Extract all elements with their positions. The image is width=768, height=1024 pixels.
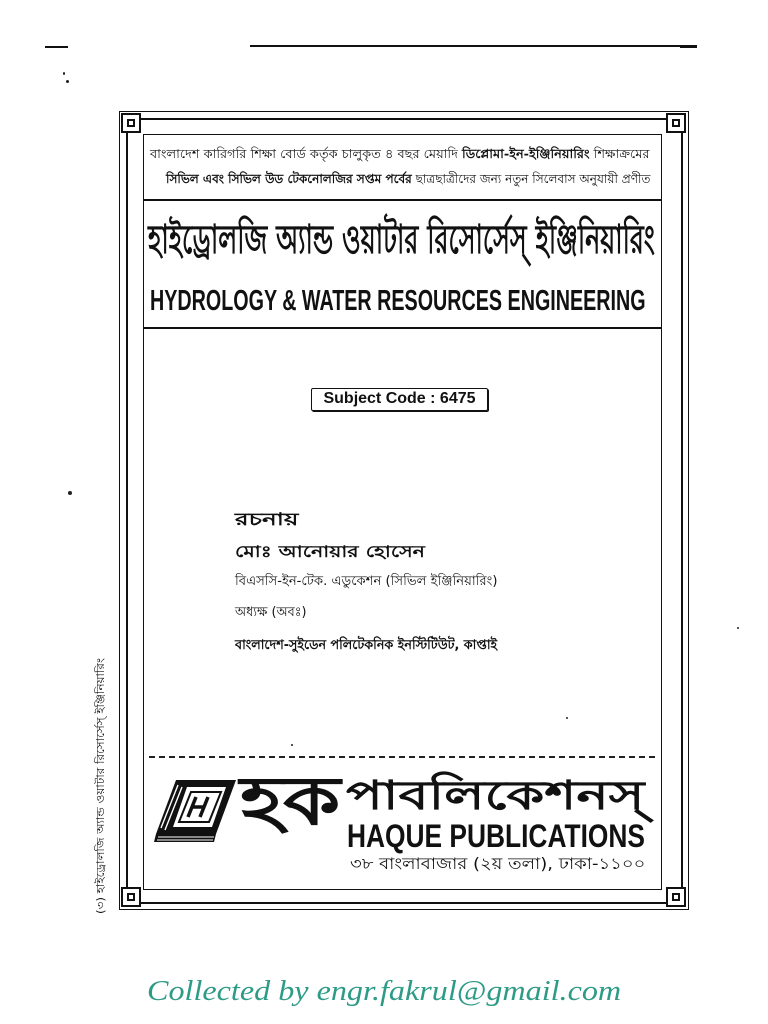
title-english — [150, 286, 646, 316]
author-name-text: মোঃ আনোয়ার হোসেন — [235, 542, 425, 561]
header-line-1-part-bold: ডিপ্লোমা-ইন-ইঞ্জিনিয়ারিং — [462, 146, 590, 161]
publisher-name-english — [347, 820, 645, 852]
side-print-note — [92, 658, 110, 914]
publisher-name-bengali-text: পাবলিকেশনস্ — [346, 773, 645, 819]
author-position-text: অধ্যক্ষ (অবঃ) — [235, 605, 307, 620]
scan-top-rule-end — [680, 45, 697, 48]
subject-code-box — [311, 388, 488, 411]
scan-speck — [68, 491, 72, 495]
collected-by-note — [147, 974, 621, 1010]
side-print-note-text: (৩) হাইড্রোলজি অ্যান্ড ওয়াটার রিসোর্সেস্ ইঞ্জিনিয়ারিং — [94, 657, 107, 914]
publisher-address-text: ৩৮ বাংলাবাজার (২য় তলা), ঢাকা-১১০০ — [350, 854, 646, 873]
header-divider — [143, 199, 661, 201]
frame-corner-ornament — [121, 887, 141, 907]
header-line-2-part-bold: সিভিল এবং সিভিল উড টেকনোলজির সপ্তম পর্বের — [166, 171, 412, 186]
frame-corner-ornament — [121, 113, 141, 133]
book-icon — [154, 778, 238, 844]
author-institute-text: বাংলাদেশ-সুইডেন পলিটেকনিক ইনস্টিটিউট, কাপ্তাই — [235, 637, 498, 653]
frame-corner-ornament — [666, 887, 686, 907]
scan-speck — [737, 627, 739, 629]
publisher-name-english-text: HAQUE PUBLICATIONS — [347, 818, 645, 854]
author-degree — [235, 572, 497, 592]
author-label-text: রচনায় — [235, 510, 299, 530]
scan-top-dash — [45, 46, 68, 48]
header-line-1-part: বাংলাদেশ কারিগরি শিক্ষা বোর্ড কর্তৃক চালুকৃত ৪ বছর মেয়াদি — [150, 146, 463, 161]
header-line-1 — [150, 145, 650, 163]
author-name — [235, 541, 425, 563]
title-divider — [143, 327, 661, 329]
collected-by-note-text: Collected by engr.fakrul@gmail.com — [147, 976, 622, 1007]
header-line-1-part: শিক্ষাক্রমের — [589, 146, 650, 161]
publisher-name-bengali-short — [240, 760, 340, 844]
subject-code-text: Subject Code : 6475 — [323, 390, 476, 407]
publisher-address — [350, 853, 645, 875]
scan-top-rule — [250, 45, 697, 47]
title-bengali — [148, 213, 655, 267]
scan-speck — [63, 72, 65, 75]
publisher-divider — [149, 756, 655, 758]
author-label — [235, 509, 299, 531]
scan-speck — [66, 80, 69, 83]
author-institute — [235, 635, 497, 655]
publisher-name-bengali-short-text: হক — [240, 762, 341, 841]
author-position — [235, 603, 307, 623]
author-degree-text: বিএসসি-ইন-টেক. এডুকেশন (সিভিল ইঞ্জিনিয়ারিং) — [235, 574, 498, 589]
publisher-name-bengali — [346, 771, 644, 821]
header-line-2 — [166, 170, 651, 188]
frame-corner-ornament — [666, 113, 686, 133]
title-english-text: HYDROLOGY & WATER RESOURCES ENGINEERING — [150, 285, 646, 317]
title-bengali-text: হাইড্রোলজি অ্যান্ড ওয়াটার রিসোর্সেস্ ইঞ্জিনিয়ারিং — [148, 217, 655, 263]
header-line-2-part: ছাত্রছাত্রীদের জন্য নতুন সিলেবাস অনুযায়ী প্রণীত — [411, 171, 651, 186]
